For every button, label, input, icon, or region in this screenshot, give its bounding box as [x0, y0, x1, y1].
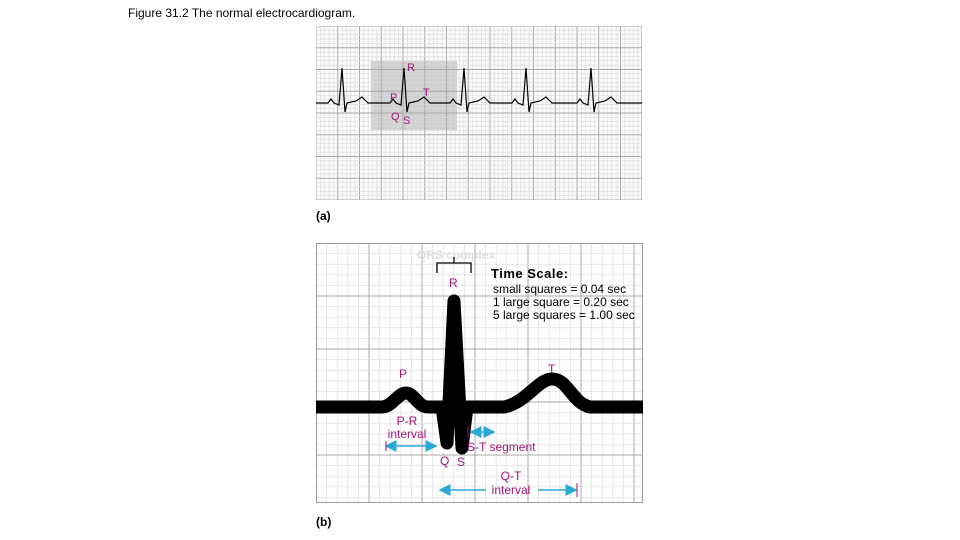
figure-caption: Figure 31.2 The normal electrocardiogram. — [128, 6, 356, 20]
st-segment-label: S-T segment — [467, 440, 536, 454]
time-scale-line-2: 1 large square = 0.20 sec — [493, 295, 629, 309]
wave-label-q-b: Q — [440, 454, 450, 468]
time-scale-line-3: 5 large squares = 1.00 sec — [493, 308, 635, 322]
wave-label-t-a: T — [423, 87, 430, 99]
pr-interval-label-line1: P-R — [396, 414, 418, 428]
qrs-complex-label: QRS complex — [416, 248, 496, 262]
qt-interval-label-line1: Q-T — [500, 469, 522, 483]
time-scale-line-1: small squares = 0.04 sec — [493, 282, 627, 296]
panel-b-label: (b) — [316, 515, 332, 529]
wave-label-p-a: P — [390, 92, 398, 104]
ecg-strip-a — [316, 26, 642, 200]
wave-label-t-b: T — [548, 362, 556, 376]
wave-label-p-b: P — [399, 367, 408, 381]
pr-interval-label-line2: interval — [387, 427, 427, 441]
wave-label-s-b: S — [457, 455, 466, 469]
grid-a — [316, 26, 642, 200]
wave-label-s-a: S — [403, 115, 411, 127]
wave-label-q-a: Q — [391, 111, 400, 123]
time-scale-title: Time Scale: — [491, 266, 569, 281]
qt-interval-label-line2: interval — [491, 483, 531, 497]
wave-label-r-a: R — [407, 62, 415, 74]
panel-a-label: (a) — [316, 209, 331, 223]
wave-label-r-b: R — [449, 276, 458, 290]
